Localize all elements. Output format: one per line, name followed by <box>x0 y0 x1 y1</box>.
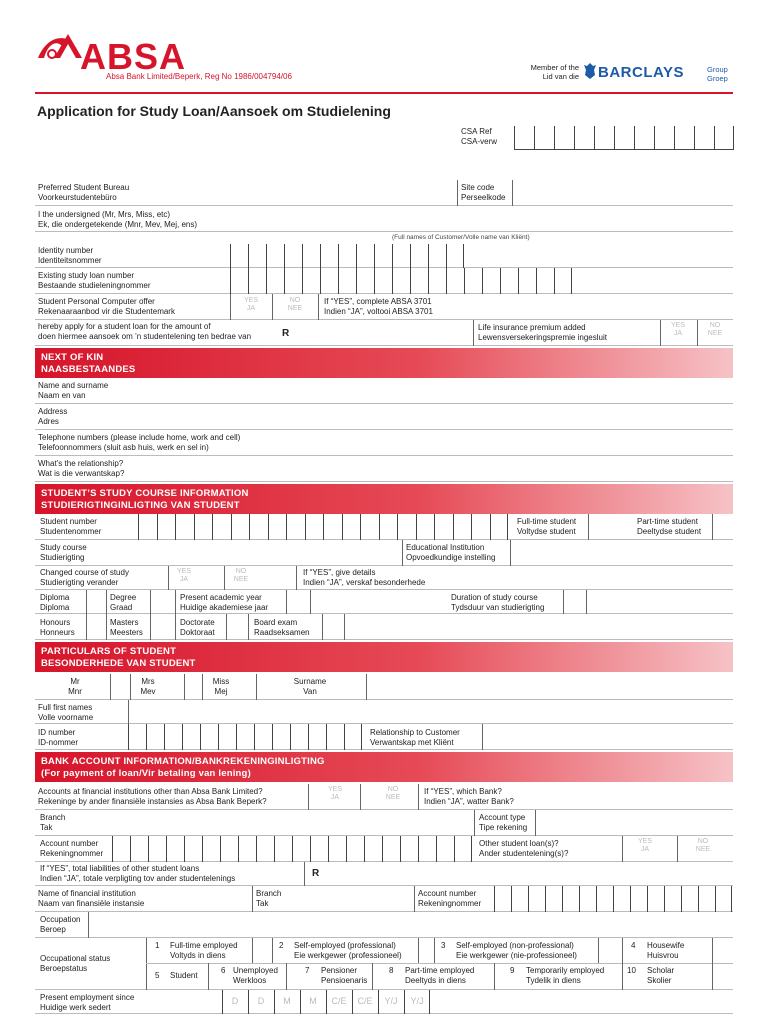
mr-option[interactable]: Mr Mnr <box>68 677 82 696</box>
total-liabilities-label: If “YES”, total liabilities of other student loans Indien “JA”, totale verpligting tov ander studentelenings <box>40 864 236 883</box>
bureau-label: Preferred Student Bureau Voorkeurstudentebüro <box>38 183 130 202</box>
branch-input[interactable] <box>75 810 473 836</box>
life-no-option[interactable]: NO NEE <box>707 322 723 338</box>
part-time-option[interactable]: Part-time student Deeltydse student <box>637 517 702 536</box>
which-bank-label: If “YES”, which Bank? Indien “JA”, watter Bank? <box>424 787 514 806</box>
loan-number-input[interactable] <box>230 268 590 294</box>
first-names-input[interactable] <box>129 700 733 724</box>
kin-rel-label: What’s the relationship? Wat is die verwantskap? <box>38 459 125 478</box>
status-pensioner[interactable]: Pensioner Pensioenaris <box>321 966 368 985</box>
study-course-header: STUDENT’S STUDY COURSE INFORMATION STUDIERIGTINGINLIGTING VAN STUDENT <box>35 484 733 514</box>
diploma-option[interactable]: Diploma Diploma <box>40 593 70 612</box>
branch-label: Branch Tak <box>40 813 66 832</box>
student-number-input[interactable] <box>138 514 508 540</box>
which-bank-input[interactable] <box>520 784 733 810</box>
status-part-time[interactable]: Part-time employed Deeltyds in diens <box>405 966 475 985</box>
site-code-input[interactable] <box>513 180 733 206</box>
pc-yes-option[interactable]: YES JA <box>243 297 258 313</box>
rand-symbol: R <box>282 328 290 339</box>
barclays-logo-text: BARCLAYS <box>598 64 684 81</box>
next-of-kin-header: NEXT OF KIN NAASBESTAANDES <box>35 348 733 378</box>
present-year-label: Present academic year Huidige akademiese jaar <box>180 593 269 612</box>
institution-name-label: Name of financial institution Naam van finansiële instansie <box>38 889 145 908</box>
student-id-input[interactable] <box>128 724 362 750</box>
kin-rel-row[interactable] <box>35 456 733 482</box>
surname-input[interactable] <box>367 674 733 700</box>
institution-label: Educational Institution Opvoedkundige instelling <box>406 543 496 562</box>
page-title: Application for Study Loan/Aansoek om Studielening <box>37 103 391 119</box>
id-number-input[interactable] <box>230 244 470 268</box>
life-yes-option[interactable]: YES JA <box>670 322 685 338</box>
barclays-eagle-icon <box>583 62 597 80</box>
pc-if-yes-note: If “YES”, complete ABSA 3701 Indien “JA”, voltooi ABSA 3701 <box>324 297 433 316</box>
status-scholar[interactable]: Scholar Skolier <box>647 966 675 985</box>
other-loans-yes-option[interactable]: YES JA <box>637 838 652 854</box>
undersigned-label: I the undersigned (Mr, Mrs, Miss, etc) Ek, die ondergetekende (Mnr, Mev, Mej, ens) <box>38 210 198 229</box>
account-number-2-label: Account number Rekeningnommer <box>418 889 482 908</box>
loan-label: Existing study loan number Bestaande studieleningnommer <box>38 271 151 290</box>
status-student[interactable]: Student <box>170 971 198 980</box>
date-c2: C/E <box>357 996 373 1006</box>
kin-name-label: Name and surname Naam en van <box>38 381 109 400</box>
kin-address-row[interactable] <box>35 404 733 430</box>
member-of-text: Member of the Lid van die <box>530 63 579 81</box>
date-d2: D <box>257 996 265 1006</box>
status-8-number: 8 <box>389 966 394 975</box>
status-self-employed-pro[interactable]: Self-employed (professional) Eie werkgewer (professioneel) <box>294 941 402 960</box>
life-insurance-label: Life insurance premium added Lewensversekeringspremie ingesluit <box>478 323 607 342</box>
csa-ref-label: CSA Ref CSA-verw <box>461 127 498 146</box>
changed-if-yes-note: If “YES”, give details Indien “JA”, verskaf besonderhede <box>303 568 426 587</box>
status-temporarily[interactable]: Temporarily employed Tydelik in diens <box>526 966 605 985</box>
mrs-option[interactable]: Mrs Mev <box>140 677 156 696</box>
brand-logo-text: ABSA <box>80 36 187 77</box>
id-label: Identity number Identiteitsnommer <box>38 246 102 265</box>
date-y1: Y/J <box>384 996 398 1006</box>
registration-text: Absa Bank Limited/Beperk, Reg No 1986/004794/06 <box>106 72 292 81</box>
institution-input[interactable] <box>511 540 733 566</box>
undersigned-input[interactable] <box>230 206 733 232</box>
loan-amount-input[interactable] <box>292 320 462 346</box>
occupation-label: Occupation Beroep <box>40 915 81 934</box>
id-number-label: ID number ID-nommer <box>38 728 79 747</box>
header-divider <box>35 92 733 94</box>
status-2-number: 2 <box>279 941 284 950</box>
duration-label: Duration of study course Tydsduur van studierigting <box>451 593 545 612</box>
first-names-label: Full first names Volle voorname <box>38 703 94 722</box>
status-3-number: 3 <box>441 941 446 950</box>
occupation-input[interactable] <box>89 912 733 938</box>
date-d1: D <box>231 996 239 1006</box>
study-course-label: Study course Studierigting <box>40 543 87 562</box>
miss-option[interactable]: Miss Mej <box>212 677 230 696</box>
surname-label: Surname Van <box>293 677 327 696</box>
total-liabilities-input[interactable] <box>322 862 733 886</box>
date-m1: M <box>283 996 291 1006</box>
rand-symbol-2: R <box>312 868 320 879</box>
changed-yes-option[interactable]: YES JA <box>176 568 191 584</box>
account-number-label: Account number Rekeningnommer <box>40 839 104 858</box>
status-5-number: 5 <box>155 971 160 980</box>
accounts-yes-option[interactable]: YES JA <box>327 786 342 802</box>
apply-label: hereby apply for a student loan for the amount of doen hiermee aansoek om ’n studentelening ten bedrae van <box>38 322 252 341</box>
employment-since-label: Present employment since Huidige werk sedert <box>40 993 135 1012</box>
site-code-label: Site code Perseelkode <box>461 183 506 202</box>
kin-address-label: Address Adres <box>38 407 68 426</box>
status-self-employed-nonpro[interactable]: Self-employed (non-professional) Eie werkgewer (nie-professioneel) <box>456 941 577 960</box>
relationship-input[interactable] <box>483 724 733 750</box>
full-names-hint: (Full names of Customer/Volle name van Kliënt) <box>392 234 530 241</box>
date-c1: C/E <box>331 996 347 1006</box>
masters-option[interactable]: Masters Meesters <box>110 618 143 637</box>
pc-no-option[interactable]: NO NEE <box>287 297 303 313</box>
changed-course-label: Changed course of study Studierigting verander <box>40 568 129 587</box>
kin-name-row[interactable] <box>35 378 733 404</box>
status-7-number: 7 <box>305 966 310 975</box>
honours-option[interactable]: Honours Honneurs <box>40 618 75 637</box>
study-course-input[interactable] <box>100 540 400 566</box>
changed-no-option[interactable]: NO NEE <box>233 568 249 584</box>
account-type-label: Account type Tipe rekening <box>479 813 528 832</box>
csa-ref-input[interactable] <box>514 126 734 150</box>
group-text: Group Groep <box>707 65 728 83</box>
other-accounts-label: Accounts at financial institutions other than Absa Bank Limited? Rekeninge by ander finansiële instansies as Absa Bank Beperk? <box>38 787 267 806</box>
status-9-number: 9 <box>510 966 515 975</box>
status-full-time[interactable]: Full-time employed Voltyds in diens <box>170 941 238 960</box>
other-loans-no-option[interactable]: NO NEE <box>695 838 711 854</box>
status-1-number: 1 <box>155 941 160 950</box>
status-housewife[interactable]: Housewife Huisvrou <box>647 941 685 960</box>
status-6-number: 6 <box>221 966 226 975</box>
account-number-input[interactable] <box>112 836 472 862</box>
full-time-option[interactable]: Full-time student Voltydse student <box>517 517 577 536</box>
pc-offer-label: Student Personal Computer offer Rekenaaraanbod vir die Studentemark <box>38 297 175 316</box>
board-exam-option[interactable]: Board exam Raadseksamen <box>254 618 310 637</box>
status-unemployed[interactable]: Unemployed Werkloos <box>233 966 278 985</box>
student-number-label: Student number Studentenommer <box>40 517 102 536</box>
accounts-no-option[interactable]: NO NEE <box>385 786 401 802</box>
bureau-input[interactable] <box>180 180 455 206</box>
relationship-label: Relationship to Customer Verwantskap met Kliënt <box>370 728 460 747</box>
account-number-2-input[interactable] <box>494 886 733 912</box>
degree-option[interactable]: Degree Graad <box>110 593 137 612</box>
qualification-row-1 <box>35 590 733 614</box>
occupational-status-label: Occupational status Beroepstatus <box>40 954 111 973</box>
other-loans-label: Other student loan(s)? Ander studentelening(s)? <box>479 839 569 858</box>
bank-info-header: BANK ACCOUNT INFORMATION/BANKREKENINGINLIGTING (For payment of loan/Vir betaling van lening) <box>35 752 733 782</box>
status-4-number: 4 <box>631 941 636 950</box>
particulars-header: PARTICULARS OF STUDENT BESONDERHEDE VAN STUDENT <box>35 642 733 672</box>
date-m2: M <box>309 996 317 1006</box>
status-10-number: 10 <box>627 966 636 975</box>
kin-tel-label: Telephone numbers (please include home, work and cell) Telefoonnommers (sluit asb huis, werk en sel in) <box>38 433 241 452</box>
date-y2: Y/J <box>410 996 424 1006</box>
doctorate-option[interactable]: Doctorate Doktoraat <box>180 618 215 637</box>
account-type-input[interactable] <box>536 810 733 836</box>
branch-2-label: Branch Tak <box>256 889 282 908</box>
